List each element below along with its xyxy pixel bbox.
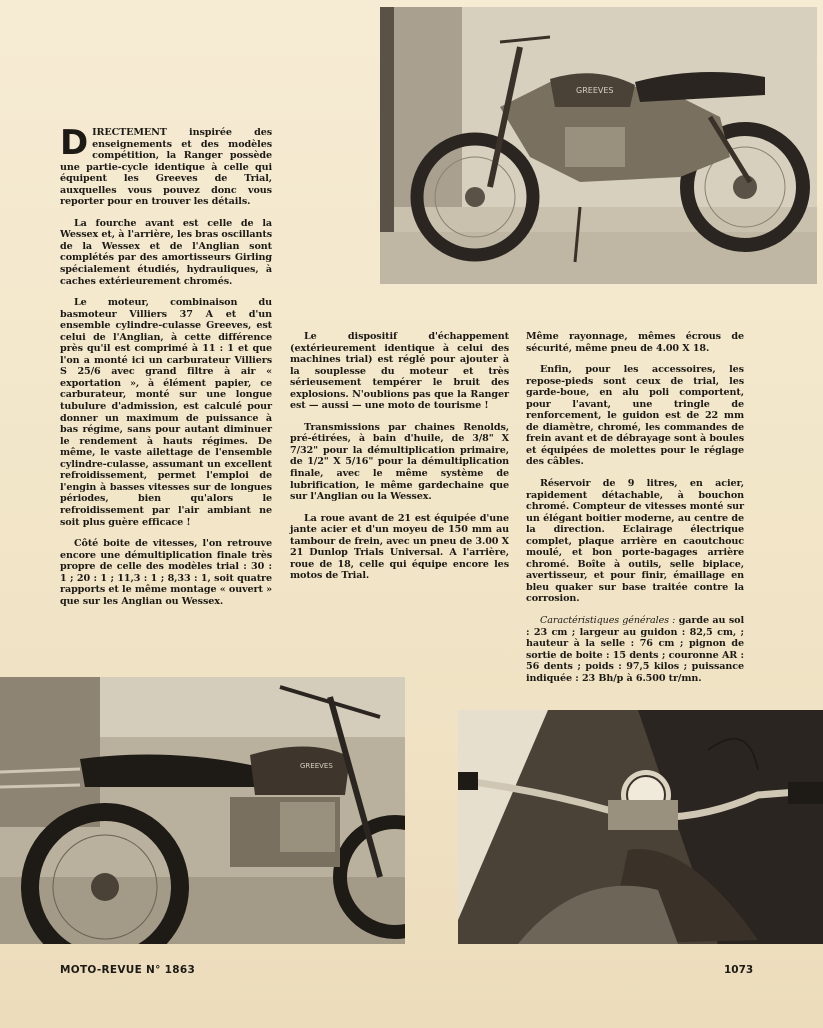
tank-logo: GREEVES <box>576 86 614 95</box>
tank-logo: GREEVES <box>300 762 333 770</box>
article-paragraph: La roue avant de 21 est équipée d'une jante acier et d'un moyeu de 150 mm au tambour de frein, avec un pneu de 3.00 X 21 Dunlop Trials Universal. A l'arrière, roue de 18, celle qui équipe encore les motos de Trial. <box>290 512 509 582</box>
photo-motorcycle-side <box>380 7 817 284</box>
handlebar-image <box>458 710 823 944</box>
article-paragraph: Enfin, pour les accessoires, les repose-pieds sont ceux de trial, les garde-boue, en alu poli comportent, pour l'avant, une tringle de renforcement, le guidon est de 22 mm de diamètre, chromé, les commandes de frein avant et de débrayage sont à boules et équipées de molettes pour le réglage des câbles. <box>526 364 744 468</box>
paragraph-text: inspirée des enseignements et des modèles compétition, la Ranger possède une partie-cycle identique à celle qui équipent les Greeves de Trial, auxquelles vous pouvez donc vous reporter pour en trouver les détails. <box>60 127 272 208</box>
motorcycle-side-image <box>380 7 817 284</box>
article-column-3 <box>526 331 744 694</box>
specs-label: Caractéristiques générales : <box>540 615 676 627</box>
specs-text: garde au sol : 23 cm ; largeur au guidon : 82,5 cm, ; hauteur à la selle : 76 cm ; pignon de sortie de boite : 15 dents ; couronne AR : 56 dents ; poids : 97,5 kilos ; puissance indiquée : 23 Bh/p à 6.500 tr/mn. <box>526 615 744 684</box>
photo-handlebar-speedometer <box>458 710 823 944</box>
photo-motorcycle-rear <box>0 677 405 944</box>
article-paragraph: La fourche avant est celle de la Wessex et, à l'arrière, les bras oscillants de la Wessex et de l'Anglian sont complétés par des amortisseurs Girling spécialement étudiés, hydrauliques, à caches extérieurement chromés. <box>60 217 272 287</box>
article-paragraph: Même rayonnage, mêmes écrous de sécurité, même pneu de 4.00 X 18. <box>526 331 744 354</box>
footer-page-number: 1073 <box>724 964 754 976</box>
motorcycle-rear-image <box>0 677 405 944</box>
article-paragraph: Côté boite de vitesses, l'on retrouve encore une démultiplication finale très propre de celle des modèles trial : 30 : 1 ; 20 : 1 ; 11,3 : 1 ; 8,33 : 1, soit quatre rapports et le même montage « ouvert » que sur les Anglian ou Wessex. <box>60 538 272 607</box>
article-column-2 <box>290 331 509 592</box>
footer-magazine-issue: MOTO-REVUE N° 1863 <box>60 964 196 976</box>
article-column-1 <box>60 123 272 617</box>
lead-word: IRECTEMENT <box>92 127 167 138</box>
article-paragraph: Réservoir de 9 litres, en acier, rapidement détachable, à bouchon chromé. Compteur de vitesses monté sur un élégant boitier moderne, au centre de la direction. Eclairage électrique complet, plaque arrière en caoutchouc moulé, et bon porte-bagages arrière chromé. Boîte à outils, selle biplace, avertisseur, et pour finir, émaillage en bleu quaker sur base traitée contre la corrosion. <box>526 478 744 605</box>
article-paragraph <box>60 123 272 208</box>
article-paragraph <box>526 615 744 684</box>
drop-cap: D <box>60 123 89 163</box>
article-paragraph: Le dispositif d'échappement (extérieurement identique à celui des machines trial) est réglé pour ajouter à la souplesse du moteur et très sérieusement tempérer le bruit des explosions. N'oublions pas que la Ranger est — aussi — une moto de tourisme ! <box>290 331 509 412</box>
article-paragraph: Le moteur, combinaison du basmoteur Villiers 37 A et d'un ensemble cylindre-culasse Greeves, est celui de l'Anglian, à cette différence près qu'il est comprimé à 11 : 1 et que l'on a monté ici un carburateur Villiers S 25/6 avec grand filtre à air « exportation », à élément papier, ce carburateur, monté sur une longue tubulure d'admission, est calculé pour donner un maximum de puissance à bas régime, sans pour autant diminuer le rendement à hauts régimes. De même, le vaste ailettage de l'ensemble cylindre-culasse, assumant un excellent refroidissement, permet l'emploi de l'engin à basses vitesses sur de longues périodes, bien qu'alors le refroidissement par l'air ambiant ne soit plus guère efficace ! <box>60 297 272 528</box>
article-paragraph: Transmissions par chaines Renolds, pré-étirées, à bain d'huile, de 3/8" X 7/32" pour la démultiplication primaire, de 1/2" X 5/16" pour la démultiplication finale, avec le même système de lubrification, le même gardechaine que sur l'Anglian ou la Wessex. <box>290 421 509 503</box>
